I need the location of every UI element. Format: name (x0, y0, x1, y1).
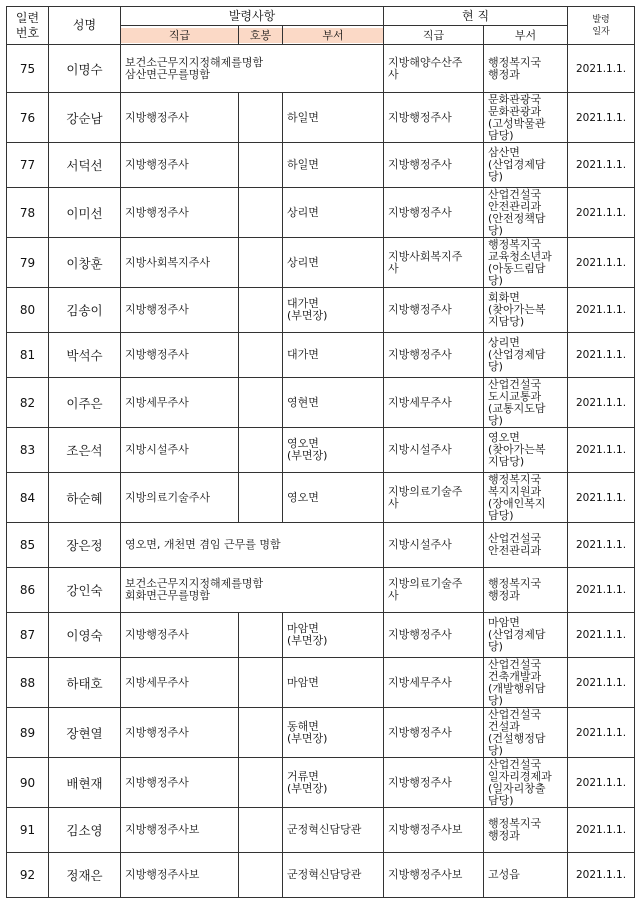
row-name: 하순혜 (49, 473, 121, 523)
row-name: 서덕선 (49, 143, 121, 188)
row-appointment-grade: 지방행정주사 (121, 613, 239, 658)
table-row (7, 613, 635, 658)
row-current-grade: 지방행정주사 (384, 143, 484, 188)
header-current: 현 직 (384, 7, 568, 26)
row-date: 2021.1.1. (568, 613, 635, 658)
row-date: 2021.1.1. (568, 758, 635, 808)
row-current-grade: 지방행정주사 (384, 93, 484, 143)
row-appointment-hobong (239, 288, 283, 333)
row-current-dept: 고성읍 (484, 853, 568, 898)
row-current-grade: 지방행정주사 (384, 288, 484, 333)
row-appointment-hobong (239, 613, 283, 658)
row-appointment-dept: 영오면 (283, 473, 384, 523)
row-current-grade: 지방의료기술주 사 (384, 473, 484, 523)
row-date: 2021.1.1. (568, 853, 635, 898)
row-name: 김송이 (49, 288, 121, 333)
row-date: 2021.1.1. (568, 45, 635, 93)
row-appointment-grade: 지방행정주사보 (121, 853, 239, 898)
row-appointment-hobong (239, 93, 283, 143)
row-current-grade: 지방시설주사 (384, 428, 484, 473)
row-current-grade: 지방행정주사 (384, 613, 484, 658)
row-current-grade: 지방행정주사 (384, 708, 484, 758)
row-name: 조은석 (49, 428, 121, 473)
row-name: 이창훈 (49, 238, 121, 288)
row-current-dept: 마암면 (산업경제담 당) (484, 613, 568, 658)
row-appointment-hobong (239, 378, 283, 428)
row-current-dept: 행정복지국 행정과 (484, 45, 568, 93)
row-appointment-dept: 대가면 (283, 333, 384, 378)
row-current-grade: 지방행정주사보 (384, 853, 484, 898)
row-serial: 81 (7, 333, 49, 378)
row-serial: 91 (7, 808, 49, 853)
row-appointment-dept: 상리면 (283, 238, 384, 288)
header-current-dept: 부서 (484, 26, 568, 45)
row-current-dept: 상리면 (산업경제담 당) (484, 333, 568, 378)
row-serial: 90 (7, 758, 49, 808)
row-current-dept: 행정복지국 복지지원과 (장애인복지 담당) (484, 473, 568, 523)
row-serial: 88 (7, 658, 49, 708)
row-serial: 89 (7, 708, 49, 758)
header-appointment-grade: 직급 (121, 26, 239, 45)
row-appointment-hobong (239, 758, 283, 808)
row-appointment-dept: 영현면 (283, 378, 384, 428)
header-appointment-dept: 부서 (283, 26, 384, 45)
row-appointment-hobong (239, 333, 283, 378)
row-appointment-note: 영오면, 개천면 겸임 근무를 명함 (121, 523, 384, 568)
row-appointment-hobong (239, 238, 283, 288)
row-date: 2021.1.1. (568, 708, 635, 758)
table-row (7, 568, 635, 613)
table-row (7, 523, 635, 568)
row-current-grade: 지방세무주사 (384, 658, 484, 708)
row-appointment-hobong (239, 428, 283, 473)
row-appointment-dept: 대가면 (부면장) (283, 288, 384, 333)
row-current-grade: 지방행정주사 (384, 333, 484, 378)
row-current-dept: 산업건설국 건설과 (건설행정담 당) (484, 708, 568, 758)
row-current-dept: 산업건설국 도시교통과 (교통지도담 당) (484, 378, 568, 428)
row-current-grade: 지방시설주사 (384, 523, 484, 568)
row-name: 이미선 (49, 188, 121, 238)
row-appointment-grade: 지방행정주사보 (121, 808, 239, 853)
row-appointment-dept: 하일면 (283, 143, 384, 188)
row-current-dept: 산업건설국 건축개발과 (개발행위담 당) (484, 658, 568, 708)
row-current-dept: 회화면 (찾아가는복 지담당) (484, 288, 568, 333)
row-appointment-dept: 상리면 (283, 188, 384, 238)
row-appointment-grade: 지방의료기술주사 (121, 473, 239, 523)
row-serial: 92 (7, 853, 49, 898)
row-current-dept: 산업건설국 안전관리과 (484, 523, 568, 568)
row-serial: 79 (7, 238, 49, 288)
row-date: 2021.1.1. (568, 523, 635, 568)
table-row (7, 238, 635, 288)
row-serial: 86 (7, 568, 49, 613)
row-appointment-dept: 하일면 (283, 93, 384, 143)
table-row (7, 333, 635, 378)
row-current-dept: 행정복지국 행정과 (484, 808, 568, 853)
row-current-grade: 지방행정주사보 (384, 808, 484, 853)
row-appointment-dept: 동해면 (부면장) (283, 708, 384, 758)
header-current-grade: 직급 (384, 26, 484, 45)
row-appointment-hobong (239, 808, 283, 853)
row-current-grade: 지방행정주사 (384, 188, 484, 238)
row-appointment-dept: 영오면 (부면장) (283, 428, 384, 473)
row-current-grade: 지방행정주사 (384, 758, 484, 808)
row-appointment-grade: 지방행정주사 (121, 758, 239, 808)
row-appointment-grade: 지방행정주사 (121, 708, 239, 758)
header-name: 성명 (49, 7, 121, 45)
row-date: 2021.1.1. (568, 238, 635, 288)
row-serial: 83 (7, 428, 49, 473)
row-name: 하태호 (49, 658, 121, 708)
table-row (7, 188, 635, 238)
row-current-grade: 지방의료기술주 사 (384, 568, 484, 613)
row-appointment-dept: 군정혁신담당관 (283, 808, 384, 853)
row-name: 강순남 (49, 93, 121, 143)
row-appointment-hobong (239, 853, 283, 898)
row-date: 2021.1.1. (568, 808, 635, 853)
header-date: 발령 일자 (568, 7, 635, 45)
row-serial: 78 (7, 188, 49, 238)
row-appointment-dept: 거류면 (부면장) (283, 758, 384, 808)
row-name: 배현재 (49, 758, 121, 808)
row-date: 2021.1.1. (568, 188, 635, 238)
row-appointment-grade: 지방세무주사 (121, 658, 239, 708)
row-serial: 75 (7, 45, 49, 93)
row-name: 장은정 (49, 523, 121, 568)
row-appointment-hobong (239, 188, 283, 238)
row-current-dept: 영오면 (찾아가는복 지담당) (484, 428, 568, 473)
table-header (7, 7, 635, 45)
table-row (7, 758, 635, 808)
row-appointment-grade: 지방행정주사 (121, 188, 239, 238)
table-body (7, 45, 635, 898)
row-appointment-grade: 지방사회복지주사 (121, 238, 239, 288)
row-serial: 84 (7, 473, 49, 523)
row-appointment-hobong (239, 143, 283, 188)
row-appointment-hobong (239, 473, 283, 523)
header-appointment-hobong: 호봉 (239, 26, 283, 45)
row-appointment-dept: 마암면 (부면장) (283, 613, 384, 658)
row-name: 이영숙 (49, 613, 121, 658)
row-serial: 85 (7, 523, 49, 568)
table-row (7, 378, 635, 428)
table-row (7, 143, 635, 188)
row-name: 박석수 (49, 333, 121, 378)
row-current-dept: 삼산면 (산업경제담 당) (484, 143, 568, 188)
row-current-dept: 행정복지국 행정과 (484, 568, 568, 613)
header-appointment: 발령사항 (121, 7, 384, 26)
table-row (7, 658, 635, 708)
row-appointment-grade: 지방시설주사 (121, 428, 239, 473)
table-row (7, 853, 635, 898)
row-current-dept: 행정복지국 교육청소년과 (아동드림담 당) (484, 238, 568, 288)
row-date: 2021.1.1. (568, 473, 635, 523)
row-name: 이명수 (49, 45, 121, 93)
row-date: 2021.1.1. (568, 288, 635, 333)
row-serial: 82 (7, 378, 49, 428)
row-date: 2021.1.1. (568, 143, 635, 188)
table-row (7, 708, 635, 758)
row-appointment-grade: 지방행정주사 (121, 143, 239, 188)
table-row (7, 93, 635, 143)
row-name: 강인숙 (49, 568, 121, 613)
row-appointment-dept: 마암면 (283, 658, 384, 708)
row-appointment-hobong (239, 708, 283, 758)
table-row (7, 45, 635, 93)
row-current-dept: 문화관광국 문화관광과 (고성박물관 담당) (484, 93, 568, 143)
row-appointment-hobong (239, 658, 283, 708)
row-date: 2021.1.1. (568, 658, 635, 708)
row-name: 정재은 (49, 853, 121, 898)
row-date: 2021.1.1. (568, 378, 635, 428)
row-appointment-grade: 지방행정주사 (121, 93, 239, 143)
row-name: 김소영 (49, 808, 121, 853)
appointment-table (6, 6, 635, 898)
table-row (7, 428, 635, 473)
row-current-grade: 지방해양수산주 사 (384, 45, 484, 93)
row-appointment-dept: 군정혁신담당관 (283, 853, 384, 898)
row-serial: 80 (7, 288, 49, 333)
row-appointment-grade: 지방행정주사 (121, 288, 239, 333)
row-current-dept: 산업건설국 일자리경제과 (일자리창출 담당) (484, 758, 568, 808)
row-date: 2021.1.1. (568, 568, 635, 613)
header-serial: 일련 번호 (7, 7, 49, 45)
row-name: 장현열 (49, 708, 121, 758)
row-date: 2021.1.1. (568, 333, 635, 378)
row-appointment-note: 보건소근무지지정해제를명함 회화면근무를명함 (121, 568, 384, 613)
table-row (7, 808, 635, 853)
row-current-grade: 지방세무주사 (384, 378, 484, 428)
row-name: 이주은 (49, 378, 121, 428)
row-date: 2021.1.1. (568, 428, 635, 473)
table-row (7, 473, 635, 523)
row-appointment-grade: 지방행정주사 (121, 333, 239, 378)
row-appointment-grade: 지방세무주사 (121, 378, 239, 428)
table-row (7, 288, 635, 333)
row-serial: 87 (7, 613, 49, 658)
row-appointment-note: 보건소근무지지정해제를명함 삼산면근무를명함 (121, 45, 384, 93)
row-current-grade: 지방사회복지주 사 (384, 238, 484, 288)
row-current-dept: 산업건설국 안전관리과 (안전정책담 당) (484, 188, 568, 238)
row-serial: 77 (7, 143, 49, 188)
row-date: 2021.1.1. (568, 93, 635, 143)
row-serial: 76 (7, 93, 49, 143)
